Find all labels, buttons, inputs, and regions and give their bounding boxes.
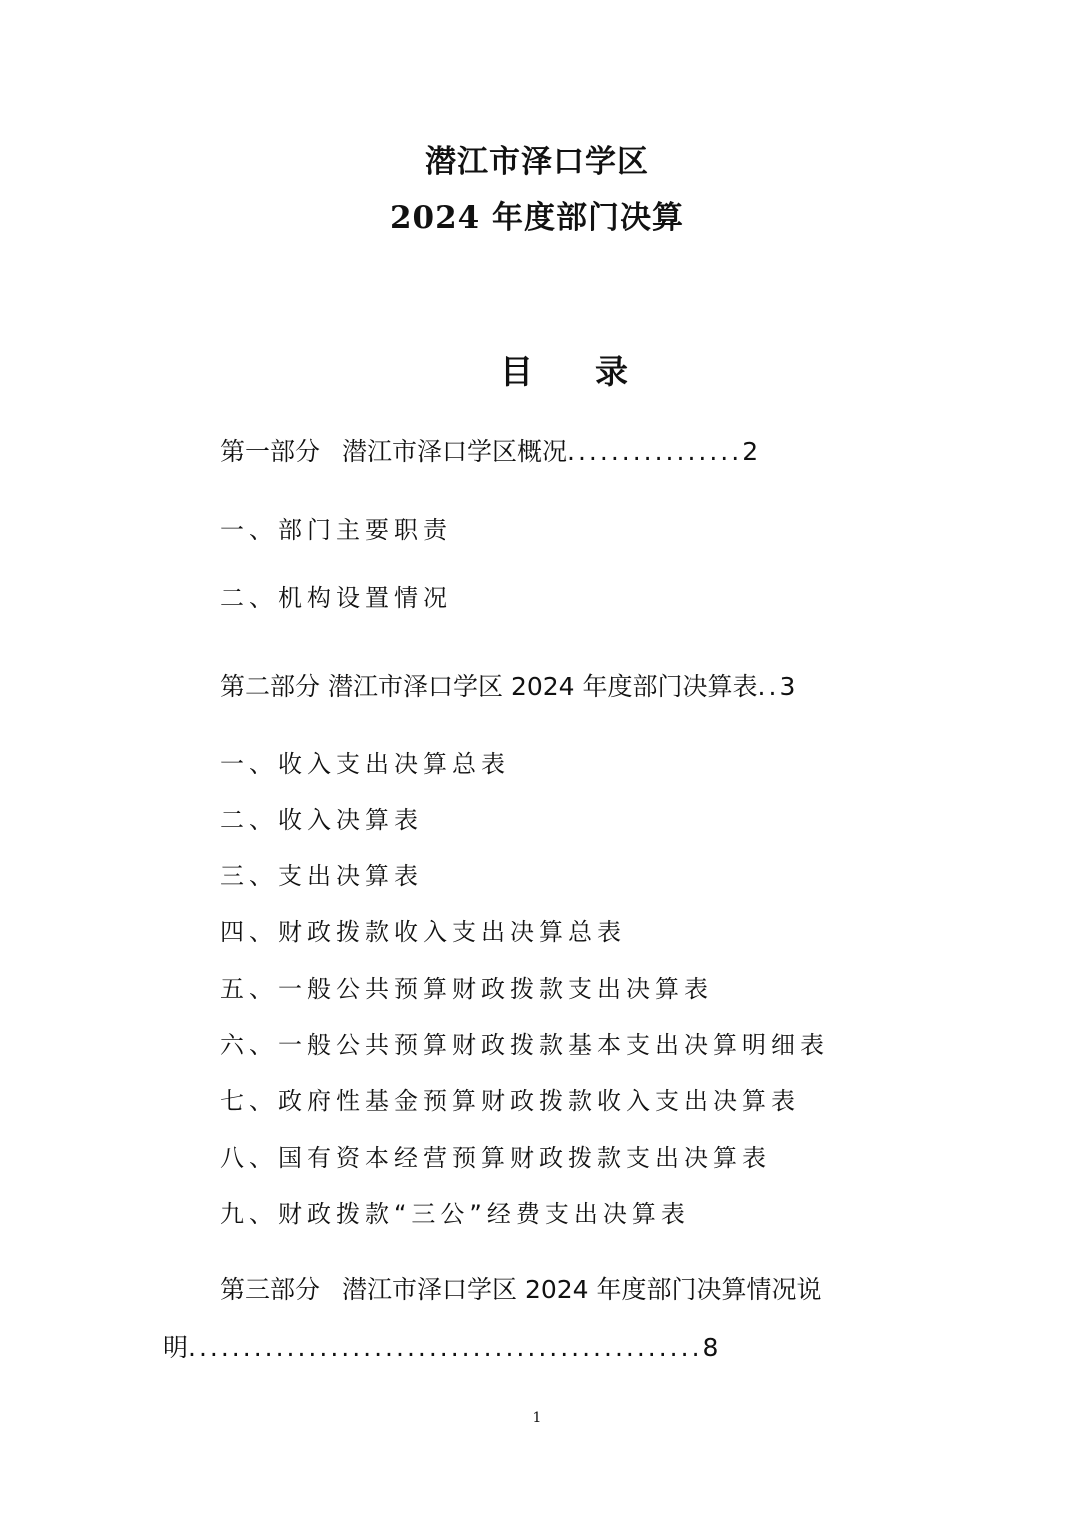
toc-part1-dots: ................ [567, 437, 743, 466]
document-title-line2: 2024 年度部门决算 [389, 200, 685, 236]
toc-part2-item-6[interactable]: 六、一般公共预算财政拨款基本支出决算明细表 [220, 1031, 829, 1059]
toc-part2-label: 第二部分 [220, 672, 321, 701]
toc-part2-item-1[interactable]: 一、收入支出决算总表 [220, 750, 510, 778]
toc-part1-item-1[interactable]: 一、部门主要职责 [220, 516, 452, 544]
toc-part1-entry[interactable] [220, 432, 758, 468]
toc-part2-page: 3 [779, 672, 796, 701]
toc-part2-item-4[interactable]: 四、财政拨款收入支出决算总表 [220, 918, 626, 946]
page-number: 1 [532, 1410, 542, 1426]
toc-part2-entry[interactable] [220, 667, 795, 703]
toc-part2-item-9[interactable]: 九、财政拨款“三公”经费支出决算表 [220, 1200, 690, 1228]
toc-part3-dots: ............................................... [188, 1333, 703, 1362]
toc-part2-item-7[interactable]: 七、政府性基金预算财政拨款收入支出决算表 [220, 1087, 800, 1115]
toc-part3-title-line2: 明 [163, 1333, 189, 1362]
toc-part3-page: 8 [702, 1333, 719, 1362]
toc-part2-item-2[interactable]: 二、收入决算表 [220, 806, 423, 834]
toc-part2-item-8[interactable]: 八、国有资本经营预算财政拨款支出决算表 [220, 1144, 771, 1172]
toc-part1-page: 2 [742, 437, 759, 466]
document-title-line1: 潜江市泽口学区 [425, 144, 649, 180]
toc-heading-right: 录 [595, 352, 628, 391]
toc-part3-label: 第三部分 [220, 1275, 321, 1304]
toc-part2-item-3[interactable]: 三、支出决算表 [220, 862, 423, 890]
toc-part1-item-2[interactable]: 二、机构设置情况 [220, 584, 452, 612]
toc-part3-title-line1: 潜江市泽口学区 2024 年度部门决算情况说 [342, 1275, 822, 1304]
toc-part2-dots: .. [757, 672, 780, 701]
toc-heading-left: 目 [500, 352, 533, 391]
toc-part1-label: 第一部分 [220, 437, 321, 466]
toc-part2-title: 潜江市泽口学区 2024 年度部门决算表 [328, 672, 758, 701]
toc-part3-entry[interactable] [220, 1270, 920, 1306]
toc-heading [500, 346, 628, 393]
toc-part2-item-5[interactable]: 五、一般公共预算财政拨款支出决算表 [220, 975, 713, 1003]
toc-part3-entry-continued[interactable] [163, 1328, 903, 1364]
toc-part1-title: 潜江市泽口学区概况 [342, 437, 568, 466]
